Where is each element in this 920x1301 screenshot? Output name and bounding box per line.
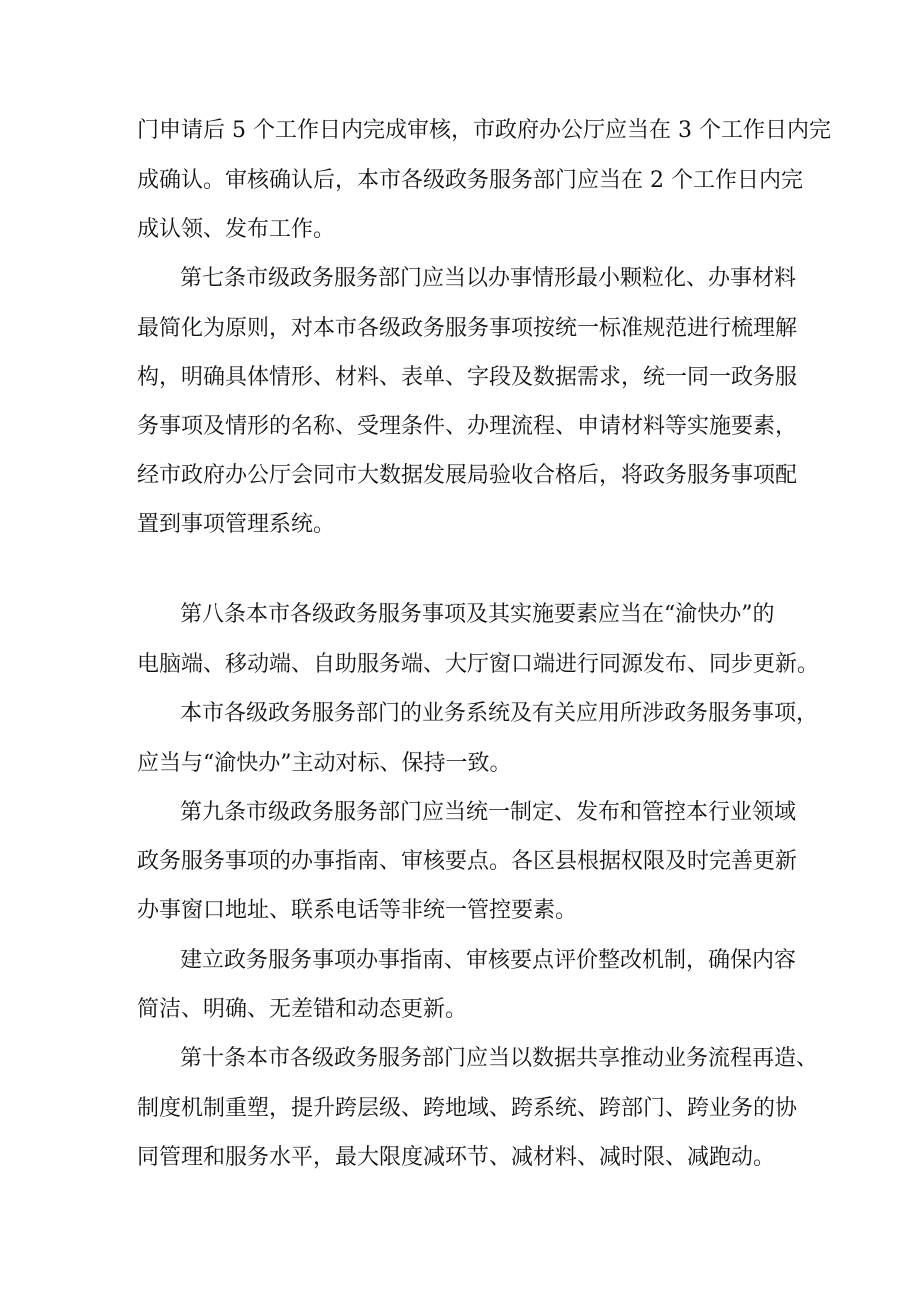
text-line: 办事窗口地址、联系电话等非统一管控要素。 xyxy=(137,898,578,923)
text-line: 同管理和服务水平，最大限度减环节、减材料、减时限、减跑动。 xyxy=(137,1145,776,1170)
text-line: 成认领、发布工作。 xyxy=(137,217,336,242)
text-line: 经市政府办公厅会同市大数据发展局验收合格后，将政务服务事项配 xyxy=(137,463,798,488)
text-line: 最简化为原则，对本市各级政务服务事项按统一标准规范进行梳理解 xyxy=(137,316,798,341)
paragraph-start: 本市各级政务服务部门的业务系统及有关应用所涉政务服务事项， xyxy=(180,701,819,726)
paragraph-article-10-start: 第十条本市各级政务服务部门应当以数据共享推动业务流程再造、 xyxy=(180,1046,819,1071)
paragraph-article-9-start: 第九条市级政务服务部门应当统一制定、发布和管控本行业领域 xyxy=(180,800,797,825)
text-line: 置到事项管理系统。 xyxy=(137,512,336,537)
text-line: 应当与“渝快办”主动对标、保持一致。 xyxy=(137,751,512,776)
text-line: 政务服务事项的办事指南、审核要点。各区县根据权限及时完善更新 xyxy=(137,849,798,874)
paragraph-start: 建立政务服务事项办事指南、审核要点评价整改机制，确保内容 xyxy=(180,948,797,973)
text-line: 成确认。审核确认后，本市各级政务服务部门应当在 2 个工作日内完 xyxy=(137,168,803,193)
text-line: 电脑端、移动端、自助服务端、大厅窗口端进行同源发布、同步更新。 xyxy=(137,652,820,677)
paragraph-article-8-start: 第八条本市各级政务服务事项及其实施要素应当在“渝快办”的 xyxy=(180,602,775,627)
text-line: 制度机制重塑，提升跨层级、跨地域、跨系统、跨部门、跨业务的协 xyxy=(137,1096,798,1121)
paragraph-article-7-start: 第七条市级政务服务部门应当以办事情形最小颗粒化、办事材料 xyxy=(180,266,797,291)
text-line: 务事项及情形的名称、受理条件、办理流程、申请材料等实施要素， xyxy=(137,414,798,439)
text-line: 简洁、明确、无差错和动态更新。 xyxy=(137,997,468,1022)
text-line: 构，明确具体情形、材料、表单、字段及数据需求，统一同一政务服 xyxy=(137,365,798,390)
text-line: 门申请后 5 个工作日内完成审核，市政府办公厅应当在 3 个工作日内完 xyxy=(137,118,831,143)
